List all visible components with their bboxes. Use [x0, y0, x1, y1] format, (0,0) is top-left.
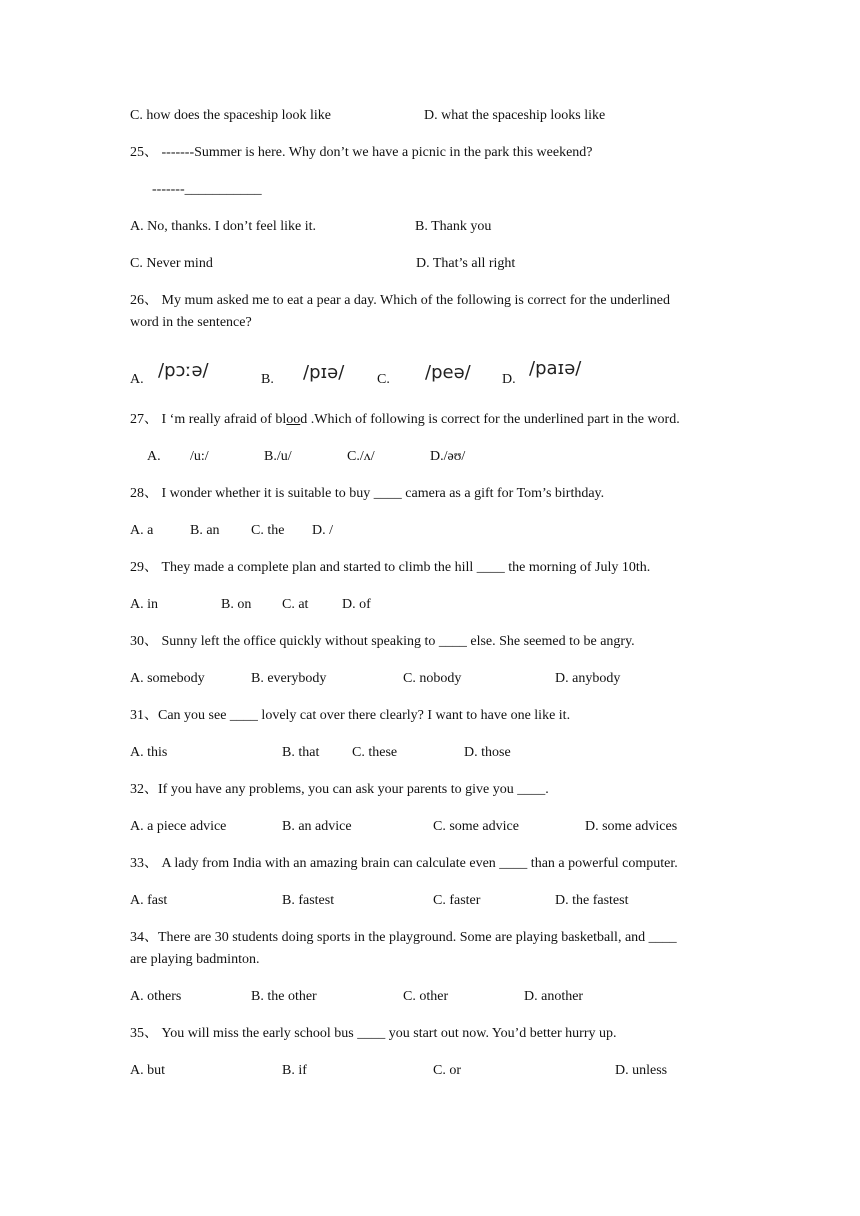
q33-option-c: C. faster — [433, 893, 481, 908]
q27-stem — [130, 411, 680, 429]
q32-option-a: A. a piece advice — [130, 819, 227, 834]
q34-option-c: C. other — [403, 989, 449, 1004]
q32-stem: 32、If you have any problems, you can ask your parents to give you ____. — [130, 782, 549, 797]
q30-option-d: D. anybody — [555, 671, 621, 686]
q33-option-d: D. the fastest — [555, 893, 629, 908]
q35-option-c: C. or — [433, 1063, 461, 1078]
q26-stem-line1: 26、 My mum asked me to eat a pear a day. Which of the following is correct for the underlined — [130, 293, 670, 308]
q26-option-a-phonetic: /pɔːə/ — [158, 360, 209, 381]
q32-option-d: D. some advices — [585, 819, 678, 834]
q25-option-d: D. That’s all right — [416, 256, 516, 271]
q25-option-b: B. Thank you — [415, 219, 492, 234]
q26-option-a-label: A. — [130, 372, 144, 387]
q26-option-d-label: D. — [502, 372, 516, 387]
q24-option-c: C. how does the spaceship look like — [130, 108, 332, 123]
q30-option-b: B. everybody — [251, 671, 327, 686]
q31-stem: 31、Can you see ____ lovely cat over there clearly? I want to have one like it. — [130, 708, 571, 723]
q33-stem: 33、 A lady from India with an amazing brain can calculate even ____ than a powerful computer. — [130, 856, 678, 871]
q30-stem: 30、 Sunny left the office quickly without speaking to ____ else. She seemed to be angry. — [130, 634, 635, 649]
q26-option-c-phonetic: /peə/ — [425, 362, 471, 383]
q34-option-b: B. the other — [251, 989, 317, 1004]
q31-option-c: C. these — [352, 745, 398, 760]
q26-stem-line2: word in the sentence? — [130, 315, 252, 330]
q24-option-d: D. what the spaceship looks like — [424, 108, 606, 123]
q27-stem-start: 27、 I ‘m really afraid of bl — [130, 412, 287, 427]
q35-stem: 35、 You will miss the early school bus ____ you start out now. You’d better hurry up. — [130, 1026, 617, 1041]
q30-option-a: A. somebody — [130, 671, 205, 686]
q35-option-a: A. but — [130, 1063, 165, 1078]
q31-option-a: A. this — [130, 745, 168, 760]
q27-option-d: D./əʊ/ — [430, 449, 466, 464]
q26-option-b-label: B. — [261, 372, 274, 387]
q34-stem-line2: are playing badminton. — [130, 952, 260, 967]
q25-option-a: A. No, thanks. I don’t feel like it. — [130, 219, 316, 234]
q27-option-c: C./ʌ/ — [347, 449, 375, 464]
q28-option-d: D. / — [312, 523, 333, 538]
q28-option-b: B. an — [190, 523, 220, 538]
q32-option-c: C. some advice — [433, 819, 519, 834]
q29-stem: 29、 They made a complete plan and started to climb the hill ____ the morning of July 10th. — [130, 560, 651, 575]
q34-stem-line1: 34、There are 30 students doing sports in the playground. Some are playing basketball, and ____ — [130, 930, 677, 945]
q25-option-c: C. Never mind — [130, 256, 213, 271]
q27-option-a-label: A. — [147, 449, 161, 464]
q28-option-a: A. a — [130, 523, 154, 538]
q28-option-c: C. the — [251, 523, 285, 538]
q26-option-c-label: C. — [377, 372, 390, 387]
q25-reply-blank: -------___________ — [152, 182, 262, 197]
q29-option-c: C. at — [282, 597, 309, 612]
q27-underlined-part: oo — [286, 412, 301, 427]
q26-option-d-phonetic: /paɪə/ — [529, 358, 582, 379]
q29-option-b: B. on — [221, 597, 252, 612]
q34-option-a: A. others — [130, 989, 182, 1004]
q30-option-c: C. nobody — [403, 671, 462, 686]
q35-option-b: B. if — [282, 1063, 307, 1078]
q34-option-d: D. another — [524, 989, 584, 1004]
q32-option-b: B. an advice — [282, 819, 352, 834]
q31-option-d: D. those — [464, 745, 511, 760]
q27-option-a-phonetic: /u:/ — [190, 449, 209, 464]
q29-option-a: A. in — [130, 597, 158, 612]
q28-stem: 28、 I wonder whether it is suitable to buy ____ camera as a gift for Tom’s birthday. — [130, 486, 605, 501]
q27-stem-end: d .Which of following is correct for the underlined part in the word. — [300, 412, 680, 427]
q33-option-a: A. fast — [130, 893, 168, 908]
q27-option-b: B./u/ — [264, 449, 292, 464]
q31-option-b: B. that — [282, 745, 320, 760]
q35-option-d: D. unless — [615, 1063, 668, 1078]
q33-option-b: B. fastest — [282, 893, 335, 908]
q25-stem: 25、 -------Summer is here. Why don’t we have a picnic in the park this weekend? — [130, 145, 593, 160]
q26-option-b-phonetic: /pɪə/ — [303, 362, 345, 383]
q29-option-d: D. of — [342, 597, 371, 612]
